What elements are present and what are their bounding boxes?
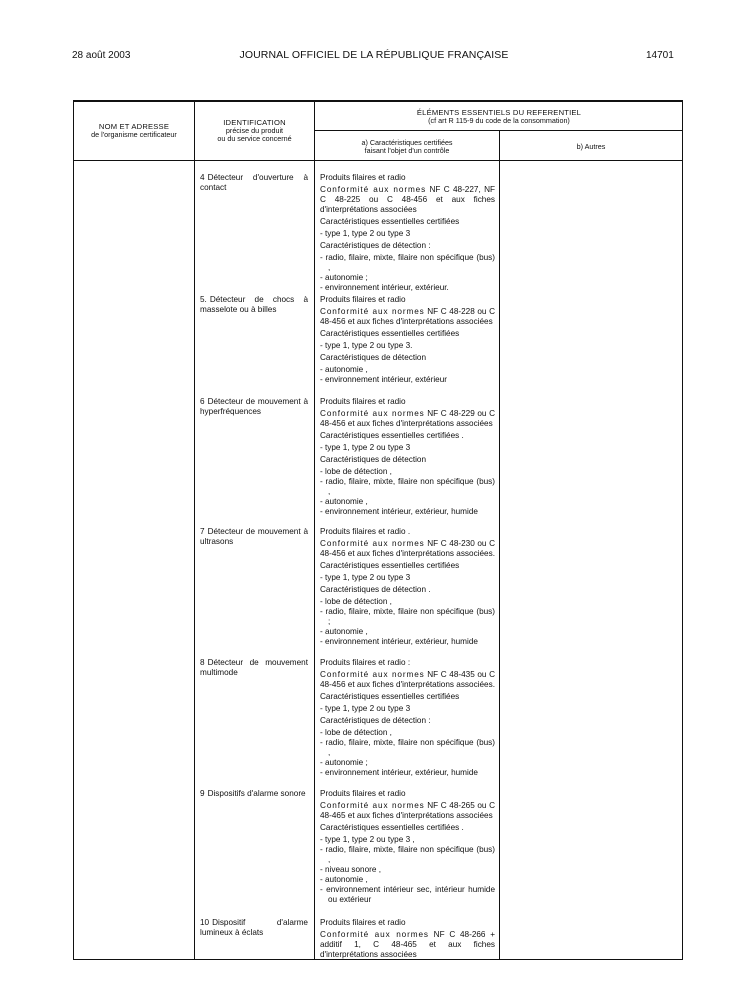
products-line: Produits filaires et radio (320, 397, 406, 406)
list-item: - lobe de détection , (320, 728, 392, 737)
products-line: Produits filaires et radio (320, 789, 406, 798)
row-identification (200, 295, 308, 315)
row-identification (200, 397, 308, 417)
header-nom-title: NOM ET ADRESSE (98, 122, 170, 131)
column-divider-2 (314, 100, 315, 960)
list-item: - autonomie , (320, 875, 368, 884)
list-item: - radio, filaire, mixte, filaire non spécifique (bus) , (320, 738, 495, 757)
table-right-border (682, 100, 683, 960)
row-identification (200, 527, 308, 547)
products-line: Produits filaires et radio (320, 173, 406, 182)
list-item: - radio, filaire, mixte, filaire non spécifique (bus) ; (320, 607, 495, 626)
list-item: - environnement intérieur, extérieur. (320, 283, 449, 292)
column-divider-3 (499, 130, 500, 960)
list-item: - autonomie , (320, 365, 368, 374)
essential-title: Caractéristiques essentielles certifiées (320, 692, 460, 701)
header-date: 28 août 2003 (72, 50, 131, 61)
list-item: - autonomie ; (320, 273, 368, 282)
essential-title: Caractéristiques essentielles certifiées (320, 561, 460, 570)
list-item: - radio, filaire, mixte, filaire non spécifique (bus) , (320, 477, 495, 496)
list-item: - autonomie , (320, 497, 368, 506)
row-number: 6 (200, 397, 205, 406)
conformity-text: Conformité aux normes NF C 48-435 ou C 48-456 et aux fiches d'interprétations associées. (320, 670, 495, 689)
products-line: Produits filaires et radio . (320, 527, 411, 536)
row-ident-text: Détecteur de mouvement à ultrasons (200, 527, 308, 546)
products-line: Produits filaires et radio (320, 295, 406, 304)
row-identification (200, 789, 308, 799)
row-characteristics (320, 658, 495, 780)
row-identification (200, 658, 308, 678)
header-identification (196, 119, 313, 143)
header-bottom-rule (73, 160, 683, 161)
header-col-b (501, 143, 681, 151)
products-line: Produits filaires et radio : (320, 658, 411, 667)
detection-title: Caractéristiques de détection : (320, 241, 431, 250)
row-characteristics (320, 295, 495, 387)
detection-title: Caractéristiques de détection (320, 353, 427, 362)
list-item: - environnement intérieur sec, intérieur humide ou extérieur (320, 885, 495, 904)
row-number: 9 (200, 789, 205, 798)
table-top-border (73, 100, 683, 102)
table-left-border (73, 100, 74, 960)
list-item: - environnement intérieur, extérieur, humide (320, 768, 478, 777)
list-item: - type 1, type 2 ou type 3 (320, 443, 411, 452)
list-item: - niveau sonore , (320, 865, 381, 874)
conformity-text: Conformité aux normes NF C 48-265 ou C 48-465 et aux fiches d'interprétations associées (320, 801, 495, 820)
row-characteristics (320, 918, 495, 962)
header-col-a-line2: faisant l'objet d'un contrôle (364, 146, 450, 155)
row-ident-text: Détecteur de mouvement à hyperfréquences (200, 397, 308, 416)
header-elements-title: ÉLÉMENTS ESSENTIELS DU REFERENTIEL (416, 108, 582, 117)
list-item: - radio, filaire, mixte, filaire non spécifique (bus) , (320, 845, 495, 864)
header-elements-essentiels (316, 109, 682, 125)
journal-title: JOURNAL OFFICIEL DE LA RÉPUBLIQUE FRANÇAISE (239, 49, 509, 61)
list-item: - environnement intérieur, extérieur, humide (320, 637, 478, 646)
list-item: - environnement intérieur, extérieur (320, 375, 447, 384)
row-number: 4 (200, 173, 205, 182)
row-number: 8 (200, 658, 205, 667)
row-characteristics (320, 789, 495, 907)
header-ident-sub1: précise du produit (225, 126, 284, 135)
conformity-text: Conformité aux normes NF C 48-230 ou C 48-456 et aux fiches d'interprétations associées. (320, 539, 495, 558)
essential-title: Caractéristiques essentielles certifiées (320, 329, 460, 338)
header-ident-sub2: ou du service concerné (217, 134, 292, 143)
row-ident-text: Détecteur de mouvement multimode (200, 658, 308, 677)
row-identification (200, 173, 308, 193)
column-divider-1 (194, 100, 195, 960)
list-item: - radio, filaire, mixte, filaire non spécifique (bus) , (320, 253, 495, 272)
header-nom-adresse (75, 123, 193, 139)
list-item: - type 1, type 2 ou type 3 (320, 229, 411, 238)
essential-title: Caractéristiques essentielles certifiées . (320, 431, 464, 440)
conformity-text: Conformité aux normes NF C 48-229 ou C 48-456 et aux fiches d'interprétations associées (320, 409, 495, 428)
row-number: 5. (200, 295, 207, 304)
detection-title: Caractéristiques de détection : (320, 716, 431, 725)
page-number: 14701 (646, 50, 674, 61)
conformity-text: Conformité aux normes NF C 48-227, NF C 48-225 ou C 48-456 et aux fiches d'interprétations associées (320, 185, 495, 214)
list-item: - type 1, type 2 ou type 3. (320, 341, 413, 350)
row-number: 7 (200, 527, 205, 536)
list-item: - autonomie ; (320, 758, 368, 767)
list-item: - type 1, type 2 ou type 3 (320, 704, 411, 713)
list-item: - lobe de détection , (320, 597, 392, 606)
detection-title: Caractéristiques de détection . (320, 585, 431, 594)
row-ident-text: Détecteur de chocs à masselote ou à billes (200, 295, 308, 314)
list-item: - type 1, type 2 ou type 3 , (320, 835, 415, 844)
list-item: - type 1, type 2 ou type 3 (320, 573, 411, 582)
list-item: - environnement intérieur, extérieur, humide (320, 507, 478, 516)
row-ident-text: Détecteur d'ouverture à contact (200, 173, 308, 192)
header-nom-sub: de l'organisme certificateur (91, 130, 177, 139)
row-characteristics (320, 173, 495, 295)
header-ident-title: IDENTIFICATION (223, 118, 286, 127)
row-identification (200, 918, 308, 938)
row-characteristics (320, 397, 495, 519)
row-ident-text: Dispositifs d'alarme sonore (207, 789, 306, 798)
referential-table (73, 100, 683, 960)
detection-title: Caractéristiques de détection (320, 455, 427, 464)
essential-title: Caractéristiques essentielles certifiées (320, 217, 460, 226)
conformity-text: Conformité aux normes NF C 48-266 + additif 1, C 48-465 et aux fiches d'interprétations associées (320, 930, 496, 959)
list-item: - lobe de détection , (320, 467, 392, 476)
list-item: - autonomie , (320, 627, 368, 636)
row-characteristics (320, 527, 495, 649)
products-line: Produits filaires et radio (320, 918, 406, 927)
row-ident-text: Dispositif d'alarme lumineux à éclats (200, 918, 308, 937)
header-elements-sub: (cf art R 115-9 du code de la consommation) (428, 116, 570, 125)
header-subrow-rule (314, 130, 683, 131)
conformity-text: Conformité aux normes NF C 48-228 ou C 48-456 et aux fiches d'interprétations associées (320, 307, 495, 326)
page-header (0, 0, 748, 70)
row-number: 10 (200, 918, 210, 927)
header-col-b-label: b) Autres (576, 142, 606, 151)
header-col-a-line1: a) Caractéristiques certifiées (361, 138, 453, 147)
header-col-a (316, 139, 498, 155)
essential-title: Caractéristiques essentielles certifiées . (320, 823, 464, 832)
